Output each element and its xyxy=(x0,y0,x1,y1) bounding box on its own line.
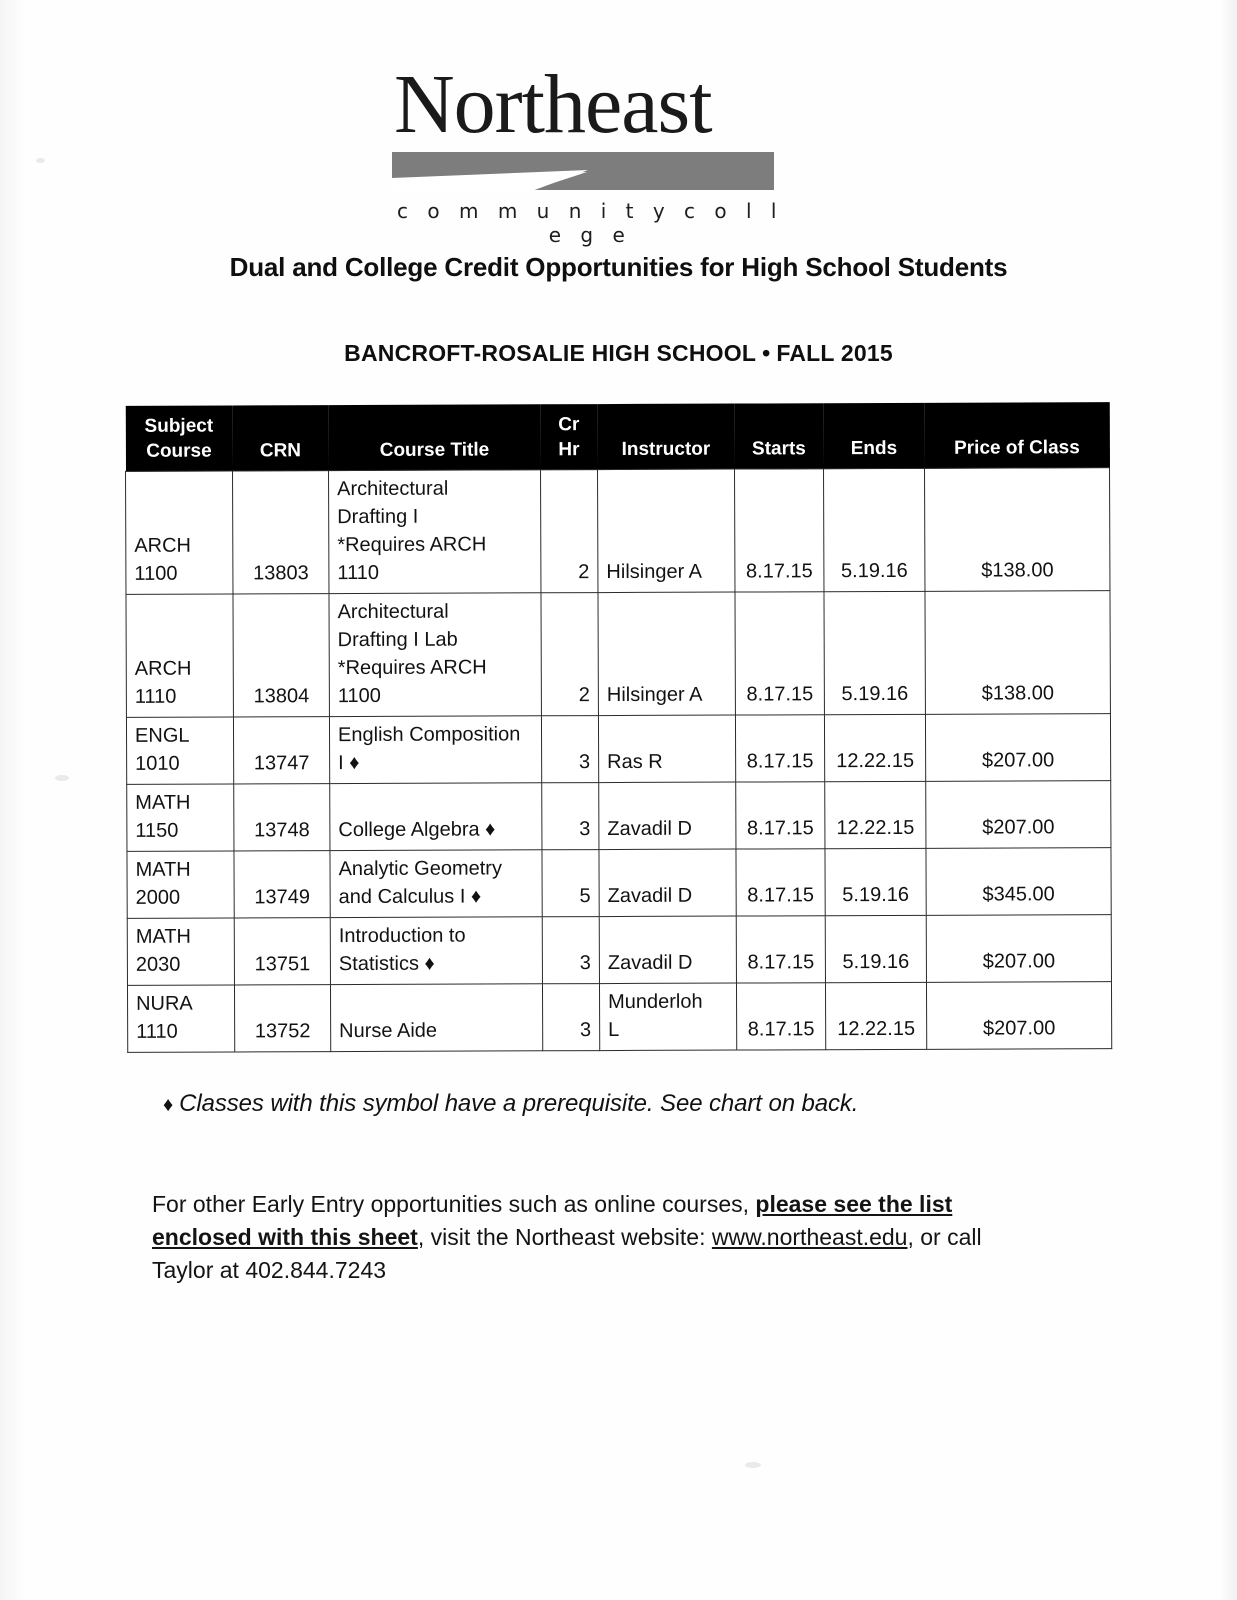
header-course-title: Course Title xyxy=(379,439,490,461)
cell-credit-hours: 5 xyxy=(542,850,599,917)
cell-subject-course: MATH 2000 xyxy=(127,851,234,918)
cell-ends: 12.22.15 xyxy=(824,714,925,781)
cell-instructor: Hilsinger A xyxy=(598,592,735,716)
school-name: BANCROFT-ROSALIE HIGH SCHOOL xyxy=(344,340,757,366)
column-header-credit-hours xyxy=(540,404,597,470)
prerequisite-footnote xyxy=(163,1090,858,1118)
cell-credit-hours: 3 xyxy=(542,984,599,1051)
cell-crn: 13803 xyxy=(233,471,329,594)
cell-ends: 12.22.15 xyxy=(825,982,926,1049)
cell-credit-hours: 2 xyxy=(541,470,598,593)
enclosed-list-emphasis: please see the list enclosed with this sheet xyxy=(152,1191,953,1250)
cell-instructor: Ras R xyxy=(598,715,735,783)
table-row xyxy=(126,714,1110,785)
course-schedule-table xyxy=(125,402,1112,1053)
website-link[interactable]: www.northeast.edu xyxy=(711,1224,908,1250)
scan-speck xyxy=(745,1462,761,1468)
closing-part3: , or call Taylor at xyxy=(152,1224,982,1283)
cell-price: $138.00 xyxy=(925,468,1110,592)
header-instructor: Instructor xyxy=(621,438,711,460)
logo-tagline: c o m m u n i t y c o l l e g e xyxy=(397,199,783,247)
cell-starts: 8.17.15 xyxy=(735,715,824,782)
cell-starts: 8.17.15 xyxy=(735,469,824,592)
header-price: Price of Class xyxy=(954,437,1080,459)
column-header-subject-course xyxy=(125,405,232,471)
column-header-course-title xyxy=(328,404,540,470)
scan-speck xyxy=(55,775,69,781)
cell-subject-course: NURA 1110 xyxy=(127,985,234,1052)
cell-ends: 5.19.16 xyxy=(824,468,925,591)
cell-price: $207.00 xyxy=(925,714,1110,782)
cell-price: $207.00 xyxy=(926,781,1111,849)
cell-subject-course: MATH 1150 xyxy=(127,784,234,851)
cell-crn: 13748 xyxy=(234,784,330,851)
column-header-price-of-class xyxy=(924,402,1109,468)
table-header-row xyxy=(125,402,1109,471)
header-crn: CRN xyxy=(259,440,302,462)
cell-instructor: Zavadil D xyxy=(599,849,736,917)
table-row xyxy=(127,781,1111,852)
cell-price: $207.00 xyxy=(926,915,1111,983)
cell-starts: 8.17.15 xyxy=(735,592,824,715)
logo-wordmark: Northeast xyxy=(394,58,712,151)
cell-instructor: Zavadil D xyxy=(599,782,736,850)
cell-price: $207.00 xyxy=(926,982,1111,1050)
closing-part2: , visit the Northeast website: xyxy=(417,1224,712,1250)
cell-instructor: Hilsinger A xyxy=(598,469,735,593)
header-subject-line2: Course xyxy=(146,440,212,462)
cell-course-title: Nurse Aide xyxy=(330,984,542,1052)
cell-instructor: Zavadil D xyxy=(599,916,736,984)
table-body xyxy=(126,468,1112,1053)
cell-credit-hours: 3 xyxy=(542,783,599,850)
header-cr: Cr xyxy=(558,414,580,436)
table-row xyxy=(127,848,1111,919)
scan-edge-left xyxy=(0,0,26,1600)
footnote-text: Classes with this symbol have a prerequisite. See chart on back. xyxy=(179,1090,859,1117)
scan-edge-right xyxy=(1219,0,1237,1600)
column-header-starts xyxy=(734,403,823,469)
cell-crn: 13804 xyxy=(233,594,329,717)
cell-starts: 8.17.15 xyxy=(736,916,825,983)
closing-paragraph xyxy=(152,1188,1042,1287)
bullet-separator: • xyxy=(762,340,771,366)
term-label: FALL 2015 xyxy=(776,340,893,366)
cell-starts: 8.17.15 xyxy=(736,983,825,1050)
scan-speck xyxy=(36,158,45,163)
cell-ends: 12.22.15 xyxy=(825,781,926,848)
cell-subject-course: ENGL 1010 xyxy=(126,717,233,784)
cell-ends: 5.19.16 xyxy=(824,591,925,714)
cell-course-title: Architectural Drafting I *Requires ARCH 1110 xyxy=(329,470,541,594)
cell-course-title: Analytic Geometry and Calculus I ♦ xyxy=(330,850,542,918)
cell-course-title: Architectural Drafting I Lab *Requires ARCH 1100 xyxy=(329,593,541,717)
column-header-instructor xyxy=(597,404,734,470)
contact-phone: 402.844.7243 xyxy=(245,1257,387,1283)
closing-part1: For other Early Entry opportunities such as online courses, xyxy=(152,1191,756,1217)
page-title: Dual and College Credit Opportunities for High School Students xyxy=(229,252,1008,282)
diamond-icon: ♦ xyxy=(163,1094,174,1116)
page-subtitle xyxy=(0,340,1237,367)
cell-course-title: Introduction to Statistics ♦ xyxy=(330,917,542,985)
cell-crn: 13747 xyxy=(233,717,329,784)
table-row xyxy=(126,468,1110,595)
cell-crn: 13749 xyxy=(234,851,330,918)
logo-swoosh-shape xyxy=(392,150,774,192)
header-ends: Ends xyxy=(850,437,898,460)
course-schedule-table-wrapper xyxy=(125,402,1111,1053)
header-starts: Starts xyxy=(751,438,806,460)
header-hr: Hr xyxy=(558,439,580,461)
cell-subject-course: ARCH 1100 xyxy=(126,471,233,594)
cell-credit-hours: 3 xyxy=(542,917,599,984)
column-header-crn xyxy=(232,405,328,471)
cell-instructor: Munderloh L xyxy=(599,983,736,1051)
cell-subject-course: ARCH 1110 xyxy=(126,594,233,717)
cell-crn: 13751 xyxy=(234,918,330,985)
cell-price: $345.00 xyxy=(926,848,1111,916)
cell-credit-hours: 3 xyxy=(541,716,598,783)
cell-price: $138.00 xyxy=(925,591,1110,715)
cell-crn: 13752 xyxy=(234,985,330,1052)
cell-subject-course: MATH 2030 xyxy=(127,918,234,985)
cell-ends: 5.19.16 xyxy=(825,915,926,982)
cell-course-title: English Composition I ♦ xyxy=(329,716,541,784)
cell-credit-hours: 2 xyxy=(541,593,598,716)
table-row xyxy=(126,591,1110,718)
cell-ends: 5.19.16 xyxy=(825,848,926,915)
column-header-ends xyxy=(823,403,924,469)
table-row xyxy=(127,915,1111,986)
cell-starts: 8.17.15 xyxy=(736,782,825,849)
cell-starts: 8.17.15 xyxy=(736,849,825,916)
cell-course-title: College Algebra ♦ xyxy=(330,783,542,851)
table-row xyxy=(127,982,1111,1053)
header-subject-line1: Subject xyxy=(144,415,214,437)
northeast-community-college-logo xyxy=(390,58,790,247)
